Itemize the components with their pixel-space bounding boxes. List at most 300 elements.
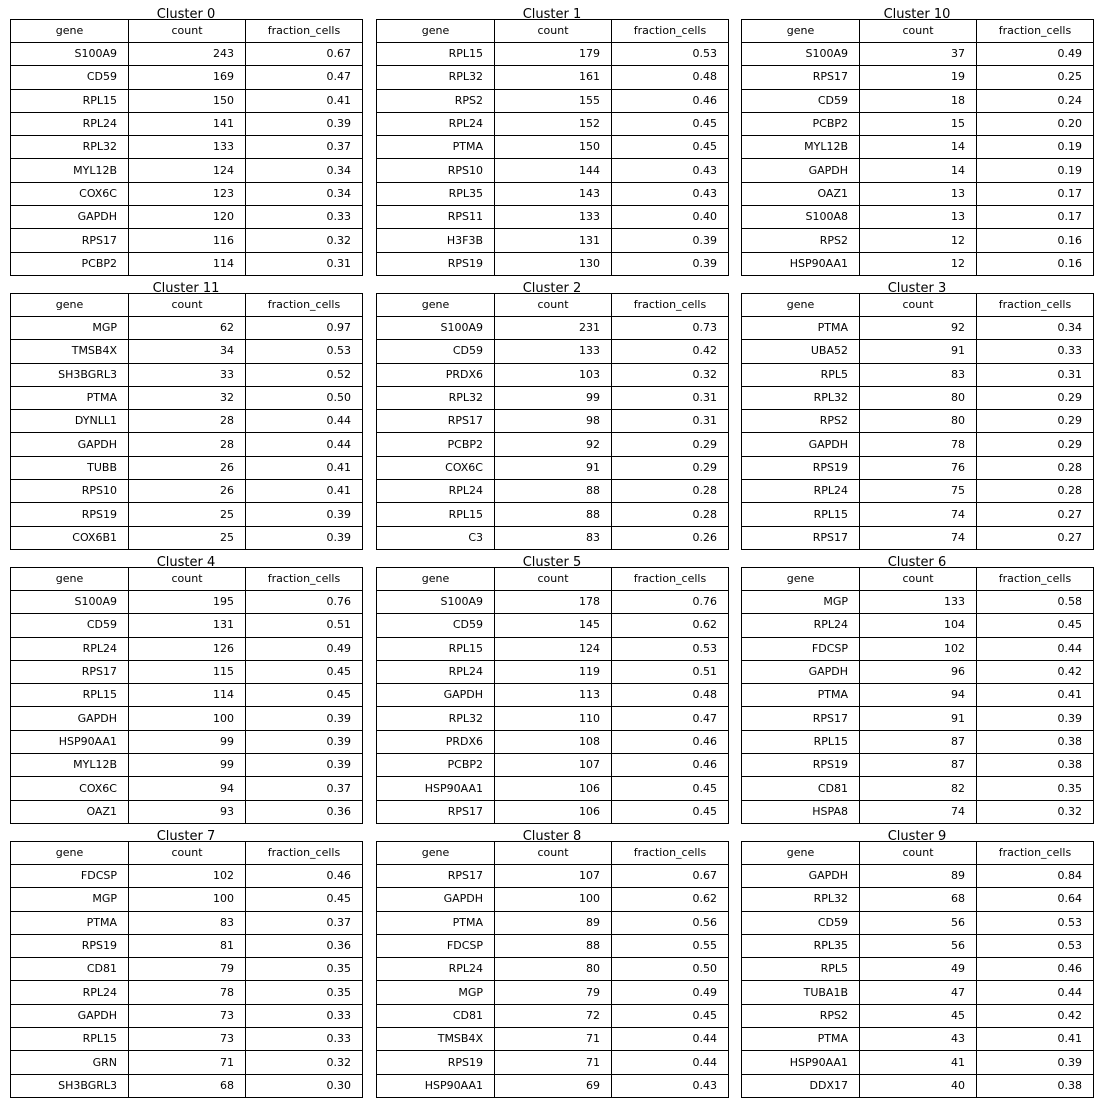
column-header: fraction_cells [246, 20, 363, 43]
fraction-cell: 0.28 [977, 480, 1094, 503]
gene-cell: FDCSP [377, 934, 495, 957]
cluster-table [376, 19, 729, 276]
fraction-cell: 0.39 [612, 229, 729, 252]
table-row [377, 800, 729, 823]
table-row [377, 410, 729, 433]
fraction-cell: 0.45 [246, 660, 363, 683]
table-row [377, 503, 729, 526]
count-cell: 119 [495, 660, 612, 683]
count-cell: 179 [495, 43, 612, 66]
count-cell: 169 [129, 66, 246, 89]
count-cell: 91 [860, 340, 977, 363]
count-cell: 161 [495, 66, 612, 89]
gene-cell: GAPDH [11, 707, 129, 730]
gene-cell: COX6B1 [11, 526, 129, 549]
count-cell: 71 [495, 1051, 612, 1074]
fraction-cell: 0.26 [612, 526, 729, 549]
gene-cell: RPL32 [742, 386, 860, 409]
gene-cell: CD81 [11, 958, 129, 981]
gene-cell: PCBP2 [377, 433, 495, 456]
gene-cell: TUBA1B [742, 981, 860, 1004]
column-header: count [129, 294, 246, 317]
gene-cell: S100A8 [742, 206, 860, 229]
column-header: gene [11, 294, 129, 317]
fraction-cell: 0.49 [977, 43, 1094, 66]
gene-cell: HSP90AA1 [742, 252, 860, 275]
cluster-title: Cluster 5 [522, 555, 582, 570]
fraction-cell: 0.41 [246, 480, 363, 503]
fraction-cell: 0.46 [246, 865, 363, 888]
fraction-cell: 0.45 [612, 777, 729, 800]
gene-cell: RPS17 [742, 66, 860, 89]
count-cell: 144 [495, 159, 612, 182]
column-header: count [129, 20, 246, 43]
fraction-cell: 0.45 [612, 800, 729, 823]
count-cell: 106 [495, 777, 612, 800]
count-cell: 14 [860, 136, 977, 159]
cluster-panel [376, 7, 728, 276]
gene-cell: TMSB4X [11, 340, 129, 363]
cluster-title: Cluster 7 [156, 829, 216, 844]
gene-cell: PCBP2 [11, 252, 129, 275]
cluster-table [10, 19, 363, 276]
column-header: fraction_cells [612, 568, 729, 591]
table-row [742, 911, 1094, 934]
fraction-cell: 0.52 [246, 363, 363, 386]
count-cell: 114 [129, 684, 246, 707]
fraction-cell: 0.67 [612, 865, 729, 888]
gene-cell: RPL24 [742, 614, 860, 637]
table-row [377, 934, 729, 957]
table-row [11, 865, 363, 888]
table-row [742, 1028, 1094, 1051]
gene-cell: RPL24 [377, 480, 495, 503]
fraction-cell: 0.39 [977, 1051, 1094, 1074]
fraction-cell: 0.43 [612, 1074, 729, 1097]
gene-cell: GAPDH [742, 159, 860, 182]
fraction-cell: 0.44 [977, 981, 1094, 1004]
table-row [377, 1004, 729, 1027]
fraction-cell: 0.19 [977, 159, 1094, 182]
fraction-cell: 0.44 [246, 433, 363, 456]
fraction-cell: 0.47 [612, 707, 729, 730]
gene-cell: DYNLL1 [11, 410, 129, 433]
gene-cell: GAPDH [377, 888, 495, 911]
fraction-cell: 0.36 [246, 800, 363, 823]
table-row [11, 934, 363, 957]
table-row [377, 433, 729, 456]
table-row [377, 480, 729, 503]
fraction-cell: 0.40 [612, 206, 729, 229]
table-row [377, 591, 729, 614]
fraction-cell: 0.29 [977, 410, 1094, 433]
fraction-cell: 0.38 [977, 1074, 1094, 1097]
fraction-cell: 0.45 [612, 1004, 729, 1027]
gene-cell: CD59 [11, 66, 129, 89]
table-row [742, 1051, 1094, 1074]
table-row [742, 206, 1094, 229]
gene-cell: MYL12B [742, 136, 860, 159]
table-row [742, 660, 1094, 683]
fraction-cell: 0.41 [246, 89, 363, 112]
gene-cell: RPS19 [377, 1051, 495, 1074]
fraction-cell: 0.53 [612, 43, 729, 66]
cluster-panel [741, 281, 1093, 550]
fraction-cell: 0.76 [612, 591, 729, 614]
count-cell: 76 [860, 456, 977, 479]
count-cell: 91 [495, 456, 612, 479]
gene-cell: RPL32 [11, 136, 129, 159]
count-cell: 126 [129, 637, 246, 660]
table-row [377, 229, 729, 252]
fraction-cell: 0.17 [977, 182, 1094, 205]
gene-cell: CD59 [742, 89, 860, 112]
fraction-cell: 0.64 [977, 888, 1094, 911]
table-row [377, 136, 729, 159]
count-cell: 68 [860, 888, 977, 911]
gene-cell: RPS17 [11, 229, 129, 252]
fraction-cell: 0.34 [977, 317, 1094, 340]
table-row [377, 730, 729, 753]
gene-cell: CD59 [742, 911, 860, 934]
fraction-cell: 0.31 [246, 252, 363, 275]
cluster-panel [741, 7, 1093, 276]
gene-cell: MYL12B [11, 754, 129, 777]
fraction-cell: 0.29 [612, 456, 729, 479]
count-cell: 73 [129, 1004, 246, 1027]
table-row [11, 707, 363, 730]
gene-cell: PRDX6 [377, 730, 495, 753]
count-cell: 37 [860, 43, 977, 66]
gene-cell: MGP [11, 317, 129, 340]
gene-cell: SH3BGRL3 [11, 1074, 129, 1097]
gene-cell: RPL32 [377, 707, 495, 730]
column-header: gene [742, 20, 860, 43]
cluster-table [10, 567, 363, 824]
count-cell: 88 [495, 480, 612, 503]
cluster-panel [741, 829, 1093, 1098]
fraction-cell: 0.33 [246, 1004, 363, 1027]
gene-cell: RPS2 [742, 410, 860, 433]
fraction-cell: 0.32 [246, 229, 363, 252]
table-row [11, 684, 363, 707]
gene-cell: RPL24 [11, 112, 129, 135]
table-header-row [11, 568, 363, 591]
table-row [11, 43, 363, 66]
fraction-cell: 0.41 [977, 684, 1094, 707]
gene-cell: MGP [742, 591, 860, 614]
column-header: gene [11, 842, 129, 865]
table-row [742, 1074, 1094, 1097]
gene-cell: RPL24 [742, 480, 860, 503]
fraction-cell: 0.42 [612, 340, 729, 363]
count-cell: 92 [495, 433, 612, 456]
count-cell: 124 [129, 159, 246, 182]
gene-cell: GAPDH [11, 433, 129, 456]
count-cell: 92 [860, 317, 977, 340]
count-cell: 12 [860, 229, 977, 252]
count-cell: 150 [129, 89, 246, 112]
count-cell: 40 [860, 1074, 977, 1097]
cluster-table [376, 567, 729, 824]
table-row [377, 43, 729, 66]
fraction-cell: 0.43 [612, 182, 729, 205]
fraction-cell: 0.41 [977, 1028, 1094, 1051]
table-row [11, 136, 363, 159]
count-cell: 13 [860, 182, 977, 205]
column-header: fraction_cells [977, 20, 1094, 43]
gene-cell: RPL24 [377, 958, 495, 981]
fraction-cell: 0.76 [246, 591, 363, 614]
table-row [11, 526, 363, 549]
table-row [11, 182, 363, 205]
gene-cell: CD59 [11, 614, 129, 637]
count-cell: 80 [860, 386, 977, 409]
cluster-table [741, 841, 1094, 1098]
fraction-cell: 0.53 [977, 934, 1094, 957]
gene-cell: SH3BGRL3 [11, 363, 129, 386]
table-row [377, 707, 729, 730]
table-row [377, 340, 729, 363]
cluster-panel [10, 281, 362, 550]
count-cell: 34 [129, 340, 246, 363]
gene-cell: PTMA [742, 1028, 860, 1051]
gene-cell: RPS19 [742, 754, 860, 777]
count-cell: 152 [495, 112, 612, 135]
count-cell: 74 [860, 526, 977, 549]
fraction-cell: 0.53 [977, 911, 1094, 934]
cluster-title: Cluster 8 [522, 829, 582, 844]
count-cell: 133 [860, 591, 977, 614]
gene-cell: GAPDH [742, 660, 860, 683]
gene-cell: RPL15 [11, 1028, 129, 1051]
column-header: fraction_cells [612, 20, 729, 43]
count-cell: 106 [495, 800, 612, 823]
cluster-table [10, 293, 363, 550]
table-row [742, 480, 1094, 503]
fraction-cell: 0.73 [612, 317, 729, 340]
table-row [377, 888, 729, 911]
table-row [377, 363, 729, 386]
fraction-cell: 0.97 [246, 317, 363, 340]
gene-cell: PCBP2 [377, 754, 495, 777]
table-row [11, 777, 363, 800]
count-cell: 82 [860, 777, 977, 800]
count-cell: 123 [129, 182, 246, 205]
gene-cell: GAPDH [377, 684, 495, 707]
cluster-panel [10, 7, 362, 276]
table-row [377, 526, 729, 549]
table-row [742, 865, 1094, 888]
table-row [742, 526, 1094, 549]
gene-cell: FDCSP [742, 637, 860, 660]
fraction-cell: 0.39 [977, 707, 1094, 730]
table-row [377, 206, 729, 229]
table-row [377, 1028, 729, 1051]
table-row [377, 1074, 729, 1097]
fraction-cell: 0.20 [977, 112, 1094, 135]
count-cell: 94 [129, 777, 246, 800]
gene-cell: RPS17 [11, 660, 129, 683]
count-cell: 143 [495, 182, 612, 205]
column-header: gene [377, 20, 495, 43]
table-row [742, 112, 1094, 135]
gene-cell: RPL15 [377, 637, 495, 660]
table-row [742, 136, 1094, 159]
table-row [742, 637, 1094, 660]
table-row [377, 456, 729, 479]
cluster-table [376, 841, 729, 1098]
gene-cell: COX6C [377, 456, 495, 479]
count-cell: 116 [129, 229, 246, 252]
count-cell: 18 [860, 89, 977, 112]
column-header: gene [742, 842, 860, 865]
count-cell: 93 [129, 800, 246, 823]
table-row [377, 958, 729, 981]
table-row [377, 684, 729, 707]
count-cell: 13 [860, 206, 977, 229]
count-cell: 88 [495, 503, 612, 526]
table-row [742, 363, 1094, 386]
count-cell: 99 [495, 386, 612, 409]
gene-cell: GRN [11, 1051, 129, 1074]
count-cell: 12 [860, 252, 977, 275]
fraction-cell: 0.44 [977, 637, 1094, 660]
fraction-cell: 0.39 [246, 707, 363, 730]
count-cell: 141 [129, 112, 246, 135]
table-row [377, 182, 729, 205]
table-row [742, 591, 1094, 614]
count-cell: 195 [129, 591, 246, 614]
cluster-table [741, 293, 1094, 550]
fraction-cell: 0.25 [977, 66, 1094, 89]
fraction-cell: 0.45 [612, 112, 729, 135]
fraction-cell: 0.17 [977, 206, 1094, 229]
table-row [742, 229, 1094, 252]
count-cell: 231 [495, 317, 612, 340]
gene-cell: MYL12B [11, 159, 129, 182]
table-header-row [742, 294, 1094, 317]
table-row [11, 754, 363, 777]
count-cell: 108 [495, 730, 612, 753]
gene-cell: RPL32 [377, 66, 495, 89]
gene-cell: RPL15 [742, 730, 860, 753]
fraction-cell: 0.50 [612, 958, 729, 981]
count-cell: 178 [495, 591, 612, 614]
fraction-cell: 0.46 [612, 730, 729, 753]
count-cell: 71 [129, 1051, 246, 1074]
count-cell: 155 [495, 89, 612, 112]
gene-cell: FDCSP [11, 865, 129, 888]
table-row [11, 480, 363, 503]
column-header: gene [377, 568, 495, 591]
count-cell: 96 [860, 660, 977, 683]
table-row [11, 503, 363, 526]
fraction-cell: 0.53 [612, 637, 729, 660]
table-row [742, 958, 1094, 981]
gene-cell: RPS17 [742, 707, 860, 730]
fraction-cell: 0.42 [977, 660, 1094, 683]
table-row [11, 252, 363, 275]
cluster-panel [376, 555, 728, 824]
table-row [742, 410, 1094, 433]
fraction-cell: 0.51 [246, 614, 363, 637]
count-cell: 100 [129, 888, 246, 911]
count-cell: 71 [495, 1028, 612, 1051]
count-cell: 25 [129, 526, 246, 549]
table-row [377, 89, 729, 112]
table-row [11, 911, 363, 934]
column-header: count [860, 294, 977, 317]
column-header: gene [377, 842, 495, 865]
column-header: count [860, 842, 977, 865]
cluster-title: Cluster 3 [887, 281, 947, 296]
column-header: gene [377, 294, 495, 317]
gene-cell: RPL24 [377, 660, 495, 683]
fraction-cell: 0.51 [612, 660, 729, 683]
table-row [742, 707, 1094, 730]
count-cell: 88 [495, 934, 612, 957]
table-row [11, 89, 363, 112]
fraction-cell: 0.27 [977, 503, 1094, 526]
fraction-cell: 0.43 [612, 159, 729, 182]
gene-cell: GAPDH [11, 206, 129, 229]
table-row [11, 1074, 363, 1097]
column-header: gene [11, 568, 129, 591]
gene-cell: RPL15 [742, 503, 860, 526]
gene-cell: PTMA [377, 136, 495, 159]
fraction-cell: 0.37 [246, 911, 363, 934]
count-cell: 49 [860, 958, 977, 981]
fraction-cell: 0.45 [246, 888, 363, 911]
count-cell: 99 [129, 730, 246, 753]
table-row [11, 159, 363, 182]
cluster-panel [10, 555, 362, 824]
table-row [11, 591, 363, 614]
count-cell: 78 [860, 433, 977, 456]
gene-cell: S100A9 [742, 43, 860, 66]
count-cell: 145 [495, 614, 612, 637]
fraction-cell: 0.37 [246, 136, 363, 159]
table-row [11, 958, 363, 981]
table-row [11, 1004, 363, 1027]
gene-cell: S100A9 [11, 591, 129, 614]
table-row [11, 800, 363, 823]
cluster-title: Cluster 11 [152, 281, 220, 296]
gene-cell: C3 [377, 526, 495, 549]
table-header-row [11, 294, 363, 317]
fraction-cell: 0.62 [612, 614, 729, 637]
gene-cell: GAPDH [11, 1004, 129, 1027]
fraction-cell: 0.33 [246, 1028, 363, 1051]
count-cell: 89 [860, 865, 977, 888]
table-row [11, 660, 363, 683]
count-cell: 102 [860, 637, 977, 660]
count-cell: 114 [129, 252, 246, 275]
column-header: count [495, 842, 612, 865]
table-row [377, 252, 729, 275]
cluster-title: Cluster 4 [156, 555, 216, 570]
gene-cell: RPS10 [377, 159, 495, 182]
count-cell: 47 [860, 981, 977, 1004]
fraction-cell: 0.28 [977, 456, 1094, 479]
gene-cell: RPL24 [11, 637, 129, 660]
column-header: count [129, 842, 246, 865]
cluster-title: Cluster 9 [887, 829, 947, 844]
fraction-cell: 0.41 [246, 456, 363, 479]
column-header: count [129, 568, 246, 591]
table-row [742, 800, 1094, 823]
